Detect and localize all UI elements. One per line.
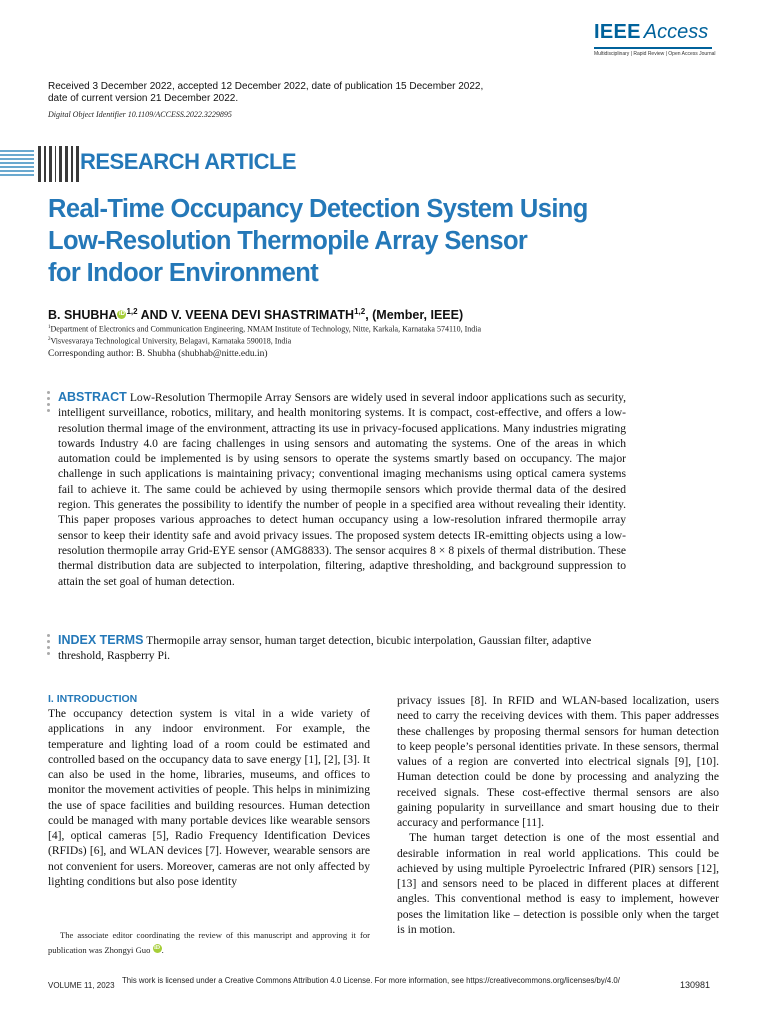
- corresponding-author: Corresponding author: B. Shubha (shubhab@nitte.edu.in): [48, 349, 268, 359]
- dates-line-2: date of current version 21 December 2022.: [48, 93, 239, 104]
- title-line-2: Low-Resolution Thermopile Array Sensor: [48, 227, 528, 255]
- author-joiner: AND: [137, 308, 172, 323]
- ieee-access-logo: [594, 21, 714, 57]
- decorative-lines-icon: [0, 150, 34, 178]
- intro-paragraph-2: The human target detection is one of the most essential and desirable information in real world applications. This could be achieved by using multiple Pyroelectric Infrared (PIR) sensors [12], [13] and sensors need to be placed in different places at different angles. This conventional method is easy to implement, however poses the limitation like – detection is possible only when the target is in motion.: [397, 831, 719, 936]
- doi: Digital Object Identifier 10.1109/ACCESS.2022.3229895: [48, 110, 232, 119]
- article-type-label: RESEARCH ARTICLE: [80, 149, 297, 174]
- abstract-label: ABSTRACT: [58, 390, 127, 404]
- intro-paragraph-1: The occupancy detection system is vital in a wide variety of applications in any indoor environment. For example, the temperature and lighting load of a room could be estimated and controlled based on the occupancy data to save energy [1], [2], [3]. It can also be used in the home, libraries, museums, and offices to monitor the movement activities of people. This helps in minimizing the use of space facilities and building resources. Human detection could be managed with many portable devices like wearable sensors [4], optical cameras [5], Radio Frequency Identification Devices (RFIDs) [6], and WLAN devices [7]. However, wearable sensors are not convenient for users. Moreover, cameras are not only affected by lighting conditions but also pose identity: [48, 707, 370, 888]
- author-2-affil: 1,2: [354, 307, 366, 316]
- abstract: [58, 390, 626, 589]
- paper-title: [48, 193, 608, 289]
- author-1: B. SHUBHA: [48, 308, 118, 323]
- author-1-affil: 1,2: [126, 307, 138, 316]
- affiliation-2-num: 2: [48, 336, 51, 342]
- footnote-end: .: [161, 945, 164, 955]
- index-terms-dots-icon: [47, 634, 51, 658]
- publication-dates: [48, 81, 568, 105]
- index-terms: [58, 633, 626, 664]
- footer-page-number: 130981: [680, 980, 711, 990]
- author-line: [48, 307, 463, 322]
- intro-paragraph-1-continued: privacy issues [8]. In RFID and WLAN-based localization, users need to carry the receiving devices with them. This paper addresses these challenges by proposing thermal sensors for human detection to keep people’s personal identities private. In these sensors, thermal values of a region are converted into electrical signals [9], [10]. Human detection could be done by processing and analyzing the received signals. These cost-effective thermal sensors are also gaining popularity in surveillance and smart housing due to their accuracy and performance [11].: [397, 694, 719, 829]
- logo-access-text: Access: [643, 21, 709, 43]
- logo-ieee-text: IEEE: [594, 21, 641, 43]
- orcid-icon[interactable]: iD: [118, 311, 125, 318]
- barcode-bars-icon: [38, 146, 79, 182]
- abstract-dots-icon: [47, 391, 51, 415]
- section-heading: I. INTRODUCTION: [48, 693, 138, 705]
- affiliation-1-text: Department of Electronics and Communication Engineering, NMAM Institute of Technology, Nitte, Karkala, Karnataka 574110, India: [50, 324, 482, 334]
- affiliation-1: [48, 323, 481, 335]
- affiliation-2-text: Visvesvaraya Technological University, Belagavi, Karnataka 590018, India: [50, 336, 292, 346]
- affiliation-1-num: 1: [48, 325, 51, 330]
- abstract-text: Low-Resolution Thermopile Array Sensors are widely used in several indoor applications such as security, intelligent surveillance, robotics, military, and health monitoring systems. It is compact, cost-effective, and offers a low-resolution thermal image of the environment, attracting its use in privacy-focused applications. Many industries migrating towards Industry 4.0 are facing challenges in using sensors and automating the systems. One of the areas in which automation could be implemented is by using sensors to operate the systems smartly based on occupancy. The major challenge in such applications is maintaining privacy; conventional imaging mechanisms using optical camera systems fail to achieve it. The same could be achieved by using thermopile sensors which provide thermal data of the desired region. This generates the possibility to identify the number of people in a specified area without revealing their identity. This paper proposes various approaches to detect human occupancy using a low-resolution infrared thermopile array sensor to keep their identity safe and avoid privacy issues. The proposed system detects IR-emitting objects using a low-resolution thermopile array Grid-EYE sensor (AMG8833). The sensor acquires 8 × 8 pixels of thermal distribution. These thermal distribution data are subjected to interpolation, filtering, adaptive thresholding, and background suppression to attain the set goal of human detection.: [58, 391, 626, 588]
- editor-footnote: [48, 928, 370, 958]
- logo-rule: [594, 47, 712, 49]
- logo-tagline: Multidisciplinary | Rapid Review | Open Access Journal: [594, 51, 716, 57]
- title-line-3: for Indoor Environment: [48, 259, 319, 287]
- left-column: [48, 692, 370, 889]
- index-terms-text: Thermopile array sensor, human target detection, bicubic interpolation, Gaussian filter, adaptive threshold, Raspberry Pi.: [58, 634, 592, 663]
- affiliation-2: [48, 335, 481, 347]
- author-membership: , (Member, IEEE): [365, 308, 464, 323]
- footnote-text: The associate editor coordinating the review of this manuscript and approving it for publication was Zhongyi Guo: [48, 930, 370, 955]
- footer-volume: VOLUME 11, 2023: [48, 981, 115, 990]
- dates-line-1: Received 3 December 2022, accepted 12 December 2022, date of publication 15 December 2022,: [48, 81, 484, 92]
- orcid-icon[interactable]: iD: [154, 945, 161, 951]
- article-type-band: [0, 146, 297, 182]
- index-terms-label: INDEX TERMS: [58, 633, 144, 647]
- author-2: V. VEENA DEVI SHASTRIMATH: [171, 308, 355, 323]
- title-line-1: Real-Time Occupancy Detection System Using: [48, 195, 588, 223]
- affiliations: [48, 323, 481, 346]
- footer-license[interactable]: This work is licensed under a Creative Commons Attribution 4.0 License. For more information, see https://creativecommons.org/licenses/by/4.0/: [122, 976, 620, 985]
- right-column: [397, 693, 719, 937]
